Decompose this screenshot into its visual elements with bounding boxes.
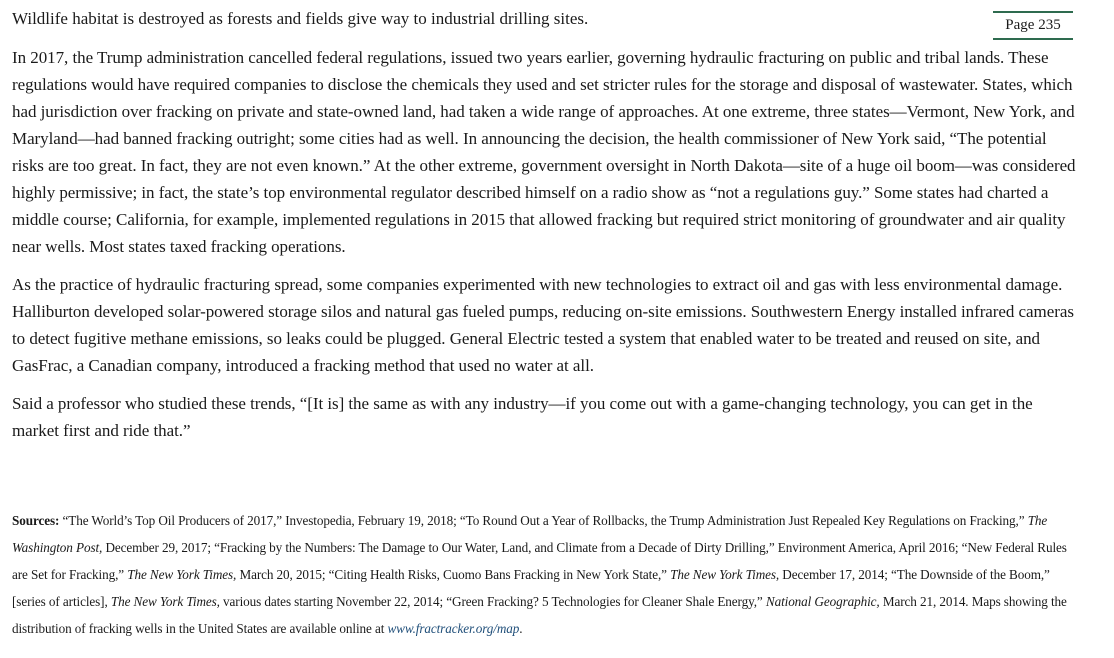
sources-note [12, 507, 1076, 642]
photo-caption: Wildlife habitat is destroyed as forests and fields give way to industrial drilling sites. [12, 9, 589, 28]
article-body [12, 44, 1076, 455]
sources-text: March 20, 2015; “Citing Health Risks, Cuomo Bans Fracking in New York State,” [236, 567, 671, 582]
fractracker-link[interactable]: www.fractracker.org/map [387, 621, 520, 636]
sources-text: March 21, 2014. Maps showing the distribution of fracking wells in the United States are available online at [12, 594, 1067, 636]
paragraph-technologies: As the practice of hydraulic fracturing spread, some companies experimented with new technologies to extract oil and gas with less environmental damage. Halliburton developed solar-powered storage silos and natural gas fueled pumps, reducing on-site emissions. Southwestern Energy installed infrared cameras to detect fugitive methane emissions, so leaks could be plugged. General Electric tested a system that enabled water to be treated and reused on site, and GasFrac, a Canadian company, introduced a fracking method that used no water at all. [12, 275, 1074, 375]
publication-title: The New York Times, [127, 567, 237, 582]
sources-text: “The World’s Top Oil Producers of 2017,” Investopedia, February 19, 2018; “To Round Out a Year of Rollbacks, the Trump Administration Just Repealed Key Regulations on Fracking,” [59, 513, 1028, 528]
publication-title: The New York Times, [110, 594, 220, 609]
sources-label: Sources: [12, 513, 60, 528]
sources-text: December 29, 2017; “Fracking by the Numbers: The Damage to Our Water, Land, and Climate from a Decade of Dirty Drilling,” Environment America, April 2016; “New Federal Rules are Set for Fracking,” [12, 540, 1067, 582]
sources-text: December 17, 2014; “The Downside of the Boom,” [series of articles], [12, 567, 1050, 609]
paragraph-regulations: In 2017, the Trump administration cancelled federal regulations, issued two years earlier, governing hydraulic fracturing on public and tribal lands. These regulations would have required companies to disclose the chemicals they used and set stricter rules for the storage and disposal of wastewater. States, which had jurisdiction over fracking on private and state-owned land, had taken a wide range of approaches. At one extreme, three states—Vermont, New York, and Maryland—had banned fracking outright; some cities had as well. In announcing the decision, the health commissioner of New York said, “The potential risks are too great. In fact, they are not even known.” At the other extreme, government oversight in North Dakota—site of a huge oil boom—was considered highly permissive; in fact, the state’s top environmental regulator described himself on a radio show as “not a regulations guy.” Some states had charted a middle course; California, for example, implemented regulations in 2015 that allowed fracking but required strict monitoring of groundwater and air quality near wells. Most states taxed fracking operations. [12, 48, 1076, 256]
publication-title: National Geographic, [765, 594, 880, 609]
page-number-badge: Page 235 [993, 11, 1073, 40]
sources-text: various dates starting November 22, 2014; “Green Fracking? 5 Technologies for Cleaner Shale Energy,” [219, 594, 766, 609]
publication-title: The New York Times, [670, 567, 780, 582]
publication-title: The Washington Post, [12, 513, 1048, 555]
sources-text: . [519, 621, 523, 636]
paragraph-professor-quote: Said a professor who studied these trends, “[It is] the same as with any industry—if you come out with a game-changing technology, you can get in the market first and ride that.” [12, 394, 1033, 440]
